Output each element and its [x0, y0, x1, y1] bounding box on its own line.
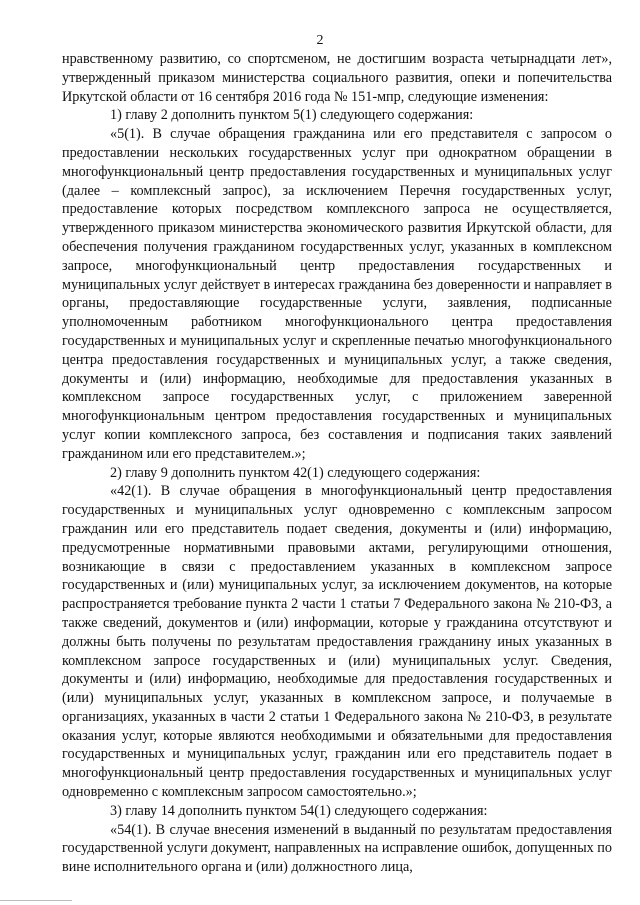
page-number: 2	[316, 33, 324, 48]
paragraph-clause-42-1: «42(1). В случае обращения в многофункциональный центр предоставления государственных и муниципальных услуг одновременно с комплексным запросом гражданин или его представитель подает сведения, документы и (или) информацию, предусмотренные нормативными правовыми актами, регулирующими отношения, возникающие в связи с предоставлением указанных в комплексном запросе государственных и (или) муниципальных услуг, за исключением документов, на которые распространяется требование пункта 2 части 1 статьи 7 Федерального закона № 210-ФЗ, а также сведений, документов и (или) информации, которые у гражданина отсутствуют и должны быть получены по результатам предоставления гражданину иных указанных в комплексном запросе государственных и (или) муниципальных услуг. Сведения, документы и (или) информацию, необходимые для предоставления государственных и (или) муниципальных услуг, указанных в комплексном запросе, и получаемые в организациях, указанных в части 2 статьи 1 Федерального закона № 210-ФЗ, в результате оказания услуг, которые являются необходимыми и обязательными для предоставления государственных и муниципальных услуг, гражданин или его представитель подает в многофункциональный центр предоставления государственных и муниципальных услуг одновременно с комплексным запросом самостоятельно.»;	[62, 483, 612, 801]
paragraph-item-3-heading: 3) главу 14 дополнить пунктом 54(1) следующего содержания:	[110, 802, 488, 819]
paragraph-clause-5-1: «5(1). В случае обращения гражданина или его представителя с запросом о предоставлении нескольких государственных услуг при однократном обращении в многофункциональный центр предоставления государственных и муниципальных услуг (далее – комплексный запрос), за исключением Перечня государственных услуг, предоставление которых посредством комплексного запроса не осуществляется, утвержденного приказом министерства экономического развития Иркутской области, для обеспечения получения гражданином государственных услуг, указанных в комплексном запросе, многофункциональный центр предоставления государственных и муниципальных услуг действует в интересах гражданина без доверенности и направляет в органы, предоставляющие государственные услуги, заявления, подписанные уполномоченным работником многофункционального центра предоставления государственных и муниципальных услуг и скрепленные печатью многофункционального центра предоставления государственных и муниципальных услуг, а также сведения, документы и (или) информацию, необходимые для предоставления указанных в комплексном запросе государственных услуг, с приложением заверенной многофункциональным центром предоставления государственных и муниципальных услуг копии комплексного запроса, без составления и подписания таких заявлений гражданином или его представителем.»;	[62, 126, 612, 462]
paragraph-intro-continuation: нравственному развитию, со спортсменом, не достигшим возраста четырнадцати лет», утвержденный приказом министерства социального развития, опеки и попечительства Иркутской области от 16 сентября 2016 года № 151-мпр, следующие изменения:	[62, 51, 612, 105]
paragraph-item-2-heading: 2) главу 9 дополнить пунктом 42(1) следующего содержания:	[110, 464, 481, 481]
document-body	[62, 50, 612, 877]
paragraph-item-1-heading: 1) главу 2 дополнить пунктом 5(1) следующего содержания:	[110, 107, 474, 124]
paragraph-clause-54-1: «54(1). В случае внесения изменений в выданный по результатам предоставления государственной услуги документ, направленных на исправление ошибок, допущенных по вине исполнительного органа и (или) должностного лица,	[62, 821, 612, 876]
page-bottom-divider	[0, 900, 72, 901]
